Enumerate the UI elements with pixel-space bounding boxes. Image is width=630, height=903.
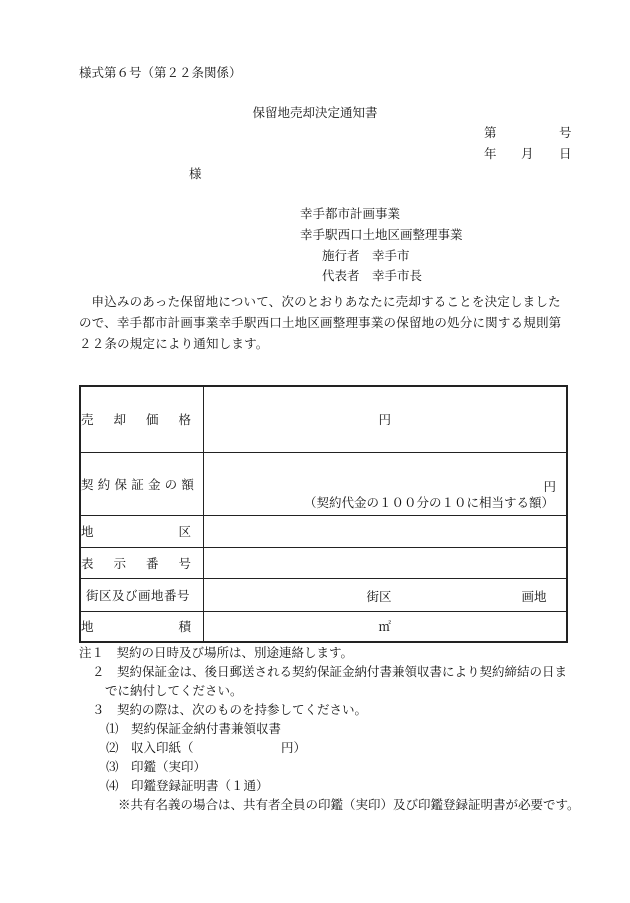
addressee-suffix: 様 [189,166,202,181]
issuer-representative: 代表者 幸手市長 [322,268,423,283]
row-area [80,611,567,642]
co-owner-note: ※共有名義の場合は、共有者全員の印鑑（実印）及び印鑑登録証明書が必要です。 [118,797,580,812]
item-4: ⑷ 印鑑登録証明書（１通） [106,778,269,793]
note-3: ３ 契約の際は、次のものを持参してください。 [92,702,368,717]
issuer-project1: 幸手都市計画事業 [300,206,401,221]
area-value [203,611,567,642]
deposit-unit: 円 [543,478,556,494]
notes-section [79,643,579,814]
info-table [79,385,568,643]
sale-price-label: 売 却 価 格 [81,412,191,428]
district-value [203,515,567,547]
note-2-continued: でに納付してください。 [105,683,243,698]
sale-price-value [203,386,567,452]
lot-unit: 画地 [521,588,547,604]
item-1: ⑴ 契約保証金納付書兼領収書 [106,721,282,736]
date-month: 月 [521,146,534,161]
document-title: 保留地売却決定通知書 [252,105,378,120]
number-suffix: 号 [559,125,572,140]
row-deposit [80,452,567,515]
item-2: ⑵ 収入印紙（ 円） [106,740,307,755]
deposit-note: （契約代金の１００分の１０に相当する額） [303,494,554,510]
row-district [80,515,567,547]
number-label: 第 [484,125,497,140]
block-value [203,578,567,611]
row-block-lot [80,578,567,611]
form-number: 様式第６号（第２２条関係） [79,65,242,80]
district-label: 地 区 [81,524,191,539]
row-display-number [80,547,567,578]
block-unit: 街区 [366,588,392,604]
block-label: 街区及び画地番号 [80,578,203,611]
deposit-value [203,452,567,515]
body-text: 申込みのあった保留地について、次のとおりあなたに売却することを決定しましたので、幸手都市計画事業幸手駅西口土地区画整理事業の保留地の処分に関する規則第２２条の規定により通知します。 [79,294,562,351]
row-sale-price [80,386,567,452]
item-3: ⑶ 印鑑（実印） [106,759,207,774]
sale-price-unit: 円 [378,412,391,428]
area-unit: ㎡ [378,619,391,635]
area-label: 地 積 [81,619,191,635]
display-number-value [203,547,567,578]
note-2: ２ 契約保証金は、後日郵送される契約保証金納付書兼領収書により契約締結の日ま [92,664,568,679]
issuer-project2: 幸手駅西口土地区画整理事業 [300,227,463,242]
note-1: 注１ 契約の日時及び場所は、別途連絡します。 [79,645,354,660]
date-day: 日 [559,146,572,161]
display-number-label: 表 示 番 号 [81,555,191,571]
issuer-executor: 施行者 幸手市 [322,248,410,263]
deposit-label: 契 約 保 証 金 の 額 [81,476,194,492]
date-year: 年 [484,146,497,161]
